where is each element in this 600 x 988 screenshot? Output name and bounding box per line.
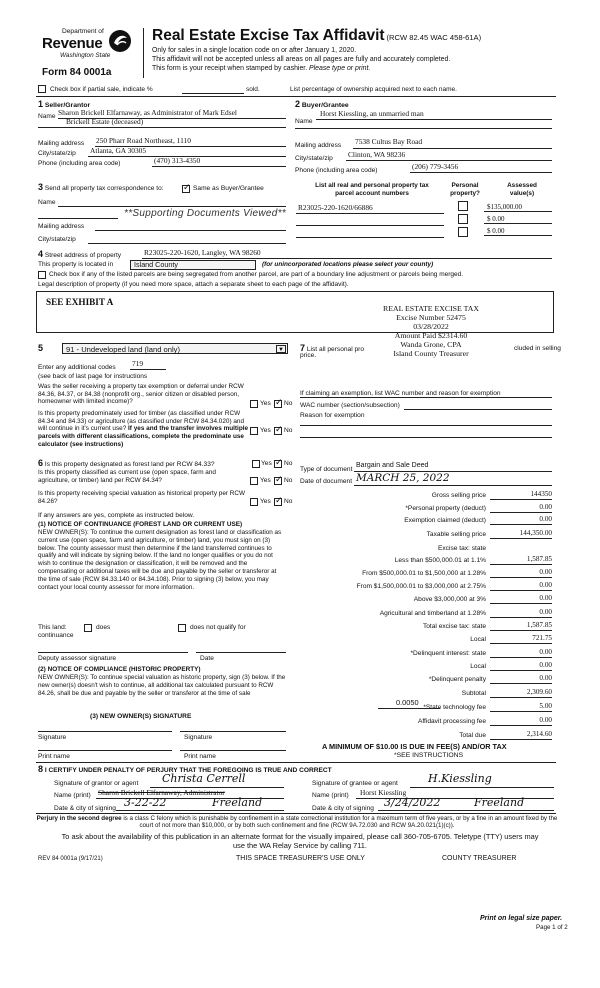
tax-row-label: *Delinquent penalty	[428, 676, 486, 683]
parcel-line-3	[296, 237, 444, 238]
parcels-h6: value(s)	[509, 189, 535, 197]
street-section-number: 4	[38, 249, 44, 259]
tax-row-label: Agricultural and timberland at 1.28%	[379, 610, 486, 617]
tax-row-label: Above $3,000,000 at 3%	[413, 596, 486, 603]
historic-no-label: No	[284, 498, 293, 505]
timber-yes-checkbox[interactable]	[250, 427, 258, 435]
buyer-name-line-2	[295, 128, 552, 129]
tax-row-label: Exemption claimed (deduct)	[404, 517, 486, 524]
tax-row-line	[490, 643, 552, 644]
exemption-yes-label: Yes	[260, 400, 271, 407]
tax-row-value[interactable]: 0.00	[539, 608, 552, 616]
see-exhibit: SEE EXHIBIT A	[46, 297, 114, 307]
stamp-line-2: Excise Number 52475	[396, 313, 466, 323]
chevron-down-icon[interactable]: ▼	[276, 345, 286, 353]
current-use-no-checkbox[interactable]	[274, 477, 282, 485]
tax-row-line	[490, 711, 552, 712]
use-code-section-number: 5	[38, 343, 44, 353]
treasurer-use: THIS SPACE TREASURER'S USE ONLY	[236, 855, 365, 862]
section7-suffix: cluded in selling	[514, 345, 561, 352]
street-label: Street address of property	[44, 252, 122, 259]
owner-print-line-2[interactable]	[180, 750, 286, 751]
timber-no-label: No	[284, 427, 293, 434]
tax-row-label: Local	[470, 636, 486, 643]
seller-phone[interactable]: (470) 313-4350	[154, 156, 201, 165]
reason-line-2	[300, 437, 552, 438]
located-note: (for unincorporated locations please select your county)	[262, 261, 434, 268]
tax-row-line	[490, 524, 552, 525]
minimum-note: A MINIMUM OF $10.00 IS DUE IN FEE(S) AND/OR TAX	[322, 742, 507, 751]
segregated-label: Check box if any of the listed parcels are being segregated from another parcel, are part of a boundary line adjustment or parcels being merged.	[49, 271, 464, 278]
tax-row-label: Less than $500,000.01 at 1.1%	[394, 557, 486, 564]
certify-text: I CERTIFY UNDER PENALTY OF PERJURY THAT THE FOREGOING IS TRUE AND CORRECT	[44, 767, 332, 774]
grantee-city[interactable]: Freeland	[474, 796, 525, 809]
parcels-h1: List all real and personal property tax	[315, 182, 429, 189]
rev-number: REV 84 0001a (9/17/21)	[38, 856, 103, 862]
accessibility-note: To ask about the availability of this publication in an alternate format for the visually impaired, please call 360-705-6705. Teletype (TTY) users may use the WA Relay Service by calling 711.	[61, 832, 539, 850]
grantor-sig-label: Signature of grantor or agent	[54, 780, 139, 787]
deputy-signature-line[interactable]	[38, 652, 188, 653]
form-title	[152, 27, 481, 46]
section8-divider	[36, 762, 556, 763]
tax-row-value[interactable]: 1,587.85	[526, 555, 552, 563]
buyer-phone-label: Phone (including area code)	[295, 167, 378, 174]
stamp-line-5: Wanda Grone, CPA	[400, 340, 462, 350]
owner-sig-line-1[interactable]	[38, 731, 172, 732]
doc-type[interactable]: Bargain and Sale Deed	[356, 462, 429, 469]
corr-mailing-line	[95, 230, 286, 231]
seller-mailing-label: Mailing address	[38, 140, 85, 147]
partial-divider	[36, 96, 556, 97]
legal-label: Legal description of property (if you need more space, attach a separate sheet to each page of the affidavit).	[38, 281, 349, 288]
dept-line: Department of	[62, 28, 104, 35]
tax-row-label: *Personal property (deduct)	[405, 505, 486, 512]
header-note-3b: Please type or print.	[309, 65, 371, 72]
perjury-text: is a class C felony which is punishable by confinement in a state correctional institution for a maximum term of five years, or by a fine in an amount fixed by the court of not more than $10,000, or by both such confinement and fine (RCW 9A.72.030 and RCW 9A.20.021(1)(c)).	[123, 815, 558, 830]
seller-name-label: Name	[38, 113, 56, 120]
tax-row-value[interactable]: 1,587.85	[526, 621, 552, 629]
tax-row-value[interactable]: 144,350.00	[519, 529, 552, 537]
tax-row-value[interactable]: 144350	[530, 490, 552, 498]
segregated-checkbox[interactable]	[38, 271, 46, 279]
header-note-2: This affidavit will not be accepted unless all areas on all pages are fully and accurately completed.	[152, 56, 451, 63]
grantor-date-line	[116, 810, 284, 811]
seller-phone-label: Phone (including area code)	[38, 160, 121, 167]
forest-yes-checkbox[interactable]	[252, 460, 260, 468]
tax-row-label: Affidavit processing fee	[417, 718, 486, 725]
forest-no-checkbox[interactable]	[274, 460, 282, 468]
owner-print-label-2: Print name	[184, 753, 216, 760]
tax-row-line	[490, 739, 552, 740]
tax-row-line	[490, 564, 552, 565]
tax-row-label: Total excise tax: state	[422, 623, 486, 630]
notice3-title: (3) NEW OWNER(S) SIGNATURE	[90, 713, 192, 720]
located-label: This property is located in	[38, 261, 114, 268]
street-address[interactable]: R23025-220-1620, Langley, WA 98260	[144, 248, 261, 257]
forest-yes-label: Yes	[261, 460, 272, 467]
tax-row-line	[490, 657, 552, 658]
section7-label: List all personal pro	[306, 346, 365, 353]
additional-codes-line	[130, 369, 166, 370]
tax-row-label: Taxable selling price	[426, 531, 486, 538]
grantee-sig-line	[410, 787, 554, 788]
grantor-signature[interactable]: Christa Cerrell	[162, 772, 246, 785]
additional-codes[interactable]: 719	[132, 359, 144, 368]
tax-row-line	[490, 603, 552, 604]
parcels-h3: Personal	[451, 182, 479, 189]
tax-row-value[interactable]: 721.75	[532, 634, 552, 642]
assessed-line-3	[484, 235, 552, 236]
personal-property-checkbox-2[interactable]	[458, 214, 468, 224]
stamp-line-6: Island County Treasurer	[393, 349, 469, 359]
timber-yes-label: Yes	[260, 427, 271, 434]
tax-row-label: Local	[470, 663, 486, 670]
same-as-buyer-checkbox[interactable]	[182, 185, 190, 193]
exemption-yes-checkbox[interactable]	[250, 400, 258, 408]
parcels-header-1	[300, 182, 444, 197]
current-use-yes-label: Yes	[260, 477, 271, 484]
forest-no-label: No	[284, 460, 293, 467]
revenue-logo-icon	[108, 29, 132, 53]
street-line	[142, 258, 552, 259]
current-use-yes-checkbox[interactable]	[250, 477, 258, 485]
section7-number: 7	[300, 343, 306, 353]
corr-name-line	[58, 206, 286, 207]
county-treasurer: COUNTY TREASURER	[442, 855, 517, 862]
parcels-header-2	[440, 182, 490, 197]
historic-no-checkbox[interactable]	[274, 498, 282, 506]
forest-question-text: Is this property designated as forest land per RCW 84.33?	[44, 461, 215, 468]
seller-name-2[interactable]: Brickell Estate (deceased)	[66, 117, 144, 126]
same-as-buyer-label: Same as Buyer/Grantee	[193, 185, 264, 192]
tax-row-value[interactable]: 0.00	[539, 716, 552, 724]
header-divider	[143, 28, 144, 78]
owner-print-label-1: Print name	[38, 753, 70, 760]
tax-row-value[interactable]: 0.00	[539, 568, 552, 576]
tax-row-value[interactable]: 0.00	[539, 674, 552, 682]
doc-type-label: Type of document	[300, 466, 353, 473]
parcel-line-1	[296, 213, 444, 214]
exemption-no-checkbox[interactable]	[274, 400, 282, 408]
tax-row-label: Gross selling price	[431, 492, 486, 499]
supporting-docs-stamp: **Supporting Documents Viewed**	[124, 208, 286, 219]
timber-question-bold: If yes and the transfer involves multiple parcels with different classifications, complete the predominate use calculator (see instructions)	[38, 425, 249, 448]
tax-row-label: Excise tax: state	[437, 545, 486, 552]
seller-mailing[interactable]: 250 Pharr Road Northeast, 1110	[96, 136, 191, 145]
assessed-line-1	[484, 211, 552, 212]
local-rate-line	[378, 708, 440, 709]
assessed-value-2[interactable]: $ 0.00	[487, 215, 505, 223]
ownership-note: List percentage of ownership acquired next to each name.	[290, 86, 457, 93]
see-back-note: (see back of last page for instructions	[38, 373, 148, 380]
dor-logo	[36, 28, 136, 70]
grantor-name[interactable]: Sharon Brickell Elfarnaway, Administrator	[98, 788, 225, 797]
parcels-h5: Assessed	[507, 182, 537, 189]
parcels-h2: parcel account numbers	[335, 189, 409, 197]
parcels-header-3	[492, 182, 552, 197]
land-does-not-label: does not qualify for	[190, 624, 246, 631]
personal-property-checkbox-3[interactable]	[458, 227, 468, 237]
wac-label: WAC number (section/subsection)	[300, 402, 400, 409]
tax-row-line	[490, 670, 552, 671]
legal-size-note: Print on legal size paper.	[480, 915, 563, 922]
corr-name-line-2	[38, 218, 118, 219]
timber-question-text: Is this property predominately used for timber (as classified under RCW 84.34 and 84.33) or agriculture (as classified under RCW 84.34.020) and will continue in it's current use?	[38, 410, 245, 433]
buyer-section-number: 2	[295, 99, 301, 109]
seller-city-label: City/state/zip	[38, 150, 76, 157]
buyer-city-line	[346, 160, 552, 161]
county-value: Island County	[134, 260, 178, 269]
buyer-mailing-line	[353, 148, 552, 149]
tax-row-label: From $1,500,000.01 to $3,000,000 at 2.75%	[356, 583, 486, 590]
partial-sale-sold: sold.	[246, 86, 260, 93]
buyer-heading: Buyer/Grantee	[301, 102, 349, 109]
timber-no-checkbox[interactable]	[274, 427, 282, 435]
revenue-word: Revenue	[42, 35, 103, 52]
assessed-value-3[interactable]: $ 0.00	[487, 227, 505, 235]
notice2-title: (2) NOTICE OF COMPLIANCE (HISTORIC PROPERTY)	[38, 666, 201, 673]
correspondence-number: 3	[38, 182, 44, 192]
buyer-city[interactable]: Clinton, WA 98236	[348, 150, 406, 159]
timber-question	[38, 410, 250, 448]
buyer-phone[interactable]: (206) 779-3456	[412, 162, 459, 171]
section6-number: 6	[38, 458, 44, 468]
corr-city-label: City/state/zip	[38, 236, 76, 243]
grantee-date-line	[378, 810, 554, 811]
partial-sale-label: Check box if partial sale, indicate %	[50, 86, 153, 93]
correspondence-label: Send all property tax correspondence to:	[44, 185, 164, 192]
buyer-name-line-1	[316, 119, 552, 120]
tax-row-line	[490, 630, 552, 631]
parcels-h4: property?	[450, 189, 480, 197]
personal-property-checkbox-1[interactable]	[458, 201, 468, 211]
owner-sig-label-1: Signature	[38, 734, 67, 741]
tax-row-label: From $500,000.01 to $1,500,000 at 1.28%	[362, 570, 486, 577]
tax-row-label: *State technology fee	[423, 704, 486, 711]
land-does-checkbox[interactable]	[84, 624, 92, 632]
reason-line-1	[300, 425, 552, 426]
grantee-date-label: Date & city of signing	[312, 805, 374, 812]
partial-sale-line[interactable]	[182, 93, 244, 94]
tax-row-line	[490, 725, 552, 726]
tax-row-value[interactable]: 0.00	[539, 581, 552, 589]
current-use-no-label: No	[284, 477, 293, 484]
buyer-phone-line	[410, 172, 552, 173]
tax-row-line	[490, 499, 552, 500]
historic-yes-label: Yes	[260, 498, 271, 505]
doc-date-line	[354, 485, 552, 486]
parcel-number[interactable]: R23025-220-1620/66886	[298, 203, 373, 212]
grantee-date[interactable]: 3/24/2022	[384, 796, 441, 809]
header-note-1: Only for sales in a single location code on or after January 1, 2020.	[152, 47, 357, 54]
doc-date-label: Date of document	[300, 478, 353, 485]
header-note-3a: This form is your receipt when stamped by cashier.	[152, 65, 308, 72]
section8-number: 8	[38, 764, 44, 774]
historic-yes-checkbox[interactable]	[250, 498, 258, 506]
tax-row-value[interactable]: 2,314.60	[526, 730, 552, 738]
land-does-not-checkbox[interactable]	[178, 624, 186, 632]
deputy-label: Deputy assessor signature	[38, 655, 117, 662]
grantor-date[interactable]: 3-22-22	[124, 796, 167, 809]
stamp-line-4: Amount Paid $2314.60	[394, 331, 468, 341]
tax-row-label: Subtotal	[461, 690, 486, 697]
deputy-date-label: Date	[200, 655, 214, 662]
see-instructions: *SEE INSTRUCTIONS	[394, 752, 464, 759]
tax-row-value[interactable]: 0.00	[539, 648, 552, 656]
wac-line	[404, 409, 552, 410]
exemption-question: Was the seller receiving a property tax exemption or deferral under RCW 84.36, 84.37, or 84.38 (nonprofit org., senior citizen or disabled person, homeowner with limited income)?	[38, 383, 244, 406]
tax-row-value[interactable]: 0.00	[539, 661, 552, 669]
tax-row-line	[490, 697, 552, 698]
tax-row-label: Total due	[459, 732, 486, 739]
stamp-line-1: REAL ESTATE EXCISE TAX	[383, 304, 479, 313]
header-note-3	[152, 65, 370, 73]
parcel-line-2	[296, 225, 444, 226]
seller-name-1[interactable]: Sharon Brickell Elfarnaway, as Administrator of Mark Edsel	[58, 108, 237, 117]
tax-row-line	[490, 538, 552, 539]
perjury-note	[36, 815, 558, 830]
page-number: Page 1 of 2	[536, 924, 568, 931]
buyer-mailing[interactable]: 7538 Cultus Bay Road	[355, 137, 423, 146]
owner-sig-line-2[interactable]	[180, 731, 286, 732]
footer-divider	[36, 813, 556, 814]
form-title-text: Real Estate Excise Tax Affidavit	[152, 27, 385, 44]
perjury-bold: Perjury in the second degree	[36, 815, 122, 822]
owner-print-line-1[interactable]	[38, 750, 172, 751]
assessed-value-1[interactable]: $135,000.00	[487, 203, 522, 211]
if-yes-note: If any answers are yes, complete as instructed below.	[38, 512, 195, 519]
tax-row-value[interactable]: 0.00	[539, 594, 552, 602]
form-number: Form 84 0001a	[42, 67, 112, 78]
grantee-sig-label: Signature of grantee or agent	[312, 780, 398, 787]
tax-row-line	[490, 512, 552, 513]
local-rate[interactable]: 0.0050	[396, 698, 419, 707]
county-select[interactable]	[130, 260, 256, 270]
use-code-select[interactable]	[62, 343, 288, 354]
grantor-date-label: Date & city of signing	[54, 805, 116, 812]
tax-row-line	[490, 617, 552, 618]
corr-city-line	[88, 243, 286, 244]
form-rcw: (RCW 82.45 WAC 458-61A)	[386, 33, 482, 42]
assessed-line-2	[484, 223, 552, 224]
historic-question: Is this property receiving special valuation as historical property per RCW 84.26?	[38, 490, 246, 505]
notice1-title: (1) NOTICE OF CONTINUANCE (FOREST LAND OR CURRENT USE)	[38, 521, 243, 528]
tax-row-value[interactable]: 5.00	[539, 702, 552, 710]
correspondence-row	[38, 182, 164, 193]
buyer-city-label: City/state/zip	[295, 155, 333, 162]
tax-row-value[interactable]: 2,309.60	[526, 688, 552, 696]
section7-price: price.	[300, 352, 317, 359]
current-use-question: Is this property classified as current use (open space, farm and agriculture, or timber) land per RCW 84.34?	[38, 469, 216, 484]
notice1-body: NEW OWNER(S): To continue the current designation as forest land or classification as current use (open space, farm and agriculture, or timber) land, you must sign on (3) below. The county assessor must then determine if the land transferred continues to qualify and will indicate by signing below. If the land no longer qualifies or you do not wish to continue the designation or classification, it will be removed and the compensating or additional taxes will be due and payable by the seller or transferor at the time of sale (RCW 84.33.140 or 84.34.108). Prior to signing (3) below, you may contact your local county assessor for more information.	[38, 529, 282, 591]
grantee-name-label: Name (print)	[312, 792, 349, 799]
reason-label: Reason for exemption	[300, 412, 365, 419]
seller-phone-line	[152, 166, 286, 167]
stamp-line-3: 03/28/2022	[413, 322, 449, 332]
tax-row-line	[490, 577, 552, 578]
seller-section-number: 1	[38, 99, 44, 109]
use-code-value: 91 - Undeveloped land (land only)	[66, 344, 180, 354]
grantee-signature[interactable]: H.Kiessling	[428, 772, 492, 785]
exemption-claim-label: If claiming an exemption, list WAC number and reason for exemption	[300, 390, 501, 397]
notice2-body: NEW OWNER(S): To continue special valuation as historic property, sign (3) below. If the new owner(s) doesn't wish to continue, all additional tax calculated pursuant to RCW 84.26, shall be due and payable by the seller or transferor at the time of sale	[38, 674, 286, 697]
seller-heading: Seller/Grantor	[44, 102, 91, 109]
exemption-claim-line	[300, 397, 552, 398]
buyer-name[interactable]: Horst Kiessling, an unmarried man	[320, 109, 424, 118]
seller-city[interactable]: Atlanta, GA 30305	[90, 146, 147, 155]
tax-row-value[interactable]: 0.00	[539, 515, 552, 523]
deputy-date-line[interactable]	[196, 652, 286, 653]
partial-sale-checkbox[interactable]	[38, 85, 46, 93]
owner-sig-label-2: Signature	[184, 734, 213, 741]
tax-row-line	[490, 590, 552, 591]
forest-question	[38, 458, 215, 469]
additional-codes-label: Enter any additional codes	[38, 364, 116, 371]
tax-row-label: *Delinquent interest: state	[410, 650, 486, 657]
tax-row-line	[490, 683, 552, 684]
state-line: Washington State	[60, 52, 111, 59]
street-row	[38, 249, 121, 260]
buyer-name-label: Name	[295, 118, 313, 125]
doc-date[interactable]: MARCH 25, 2022	[356, 472, 450, 484]
buyer-mailing-label: Mailing address	[295, 142, 342, 149]
grantee-name[interactable]: Horst Kiessling	[360, 788, 407, 797]
land-does-label: does	[96, 624, 111, 631]
this-land-label: This land:	[38, 624, 67, 631]
corr-name-label: Name	[38, 199, 56, 206]
corr-mailing-label: Mailing address	[38, 223, 85, 230]
tax-row-value[interactable]: 0.00	[539, 503, 552, 511]
exemption-no-label: No	[284, 400, 293, 407]
grantor-city[interactable]: Freeland	[212, 796, 263, 809]
continuance-label: continuance	[38, 632, 74, 639]
seller-name-line-2	[38, 127, 286, 128]
grantor-name-label: Name (print)	[54, 792, 91, 799]
treasurer-stamp	[358, 304, 504, 358]
